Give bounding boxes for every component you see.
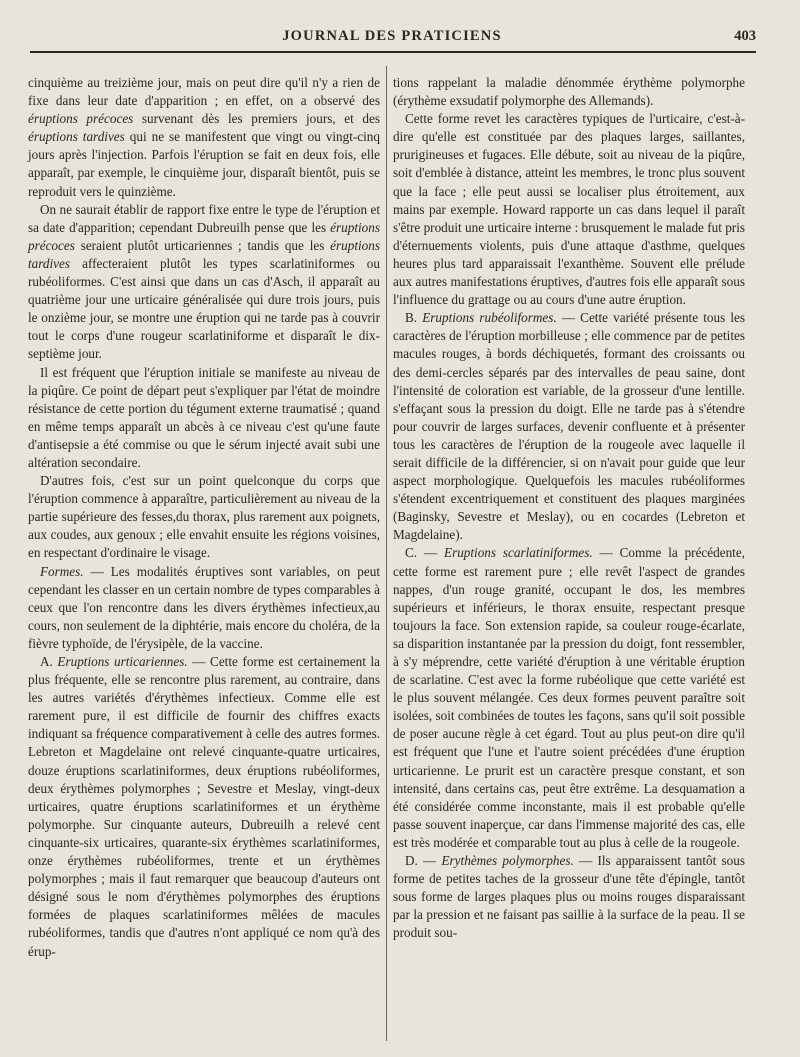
section-heading: Eruptions scarlatiniformes. xyxy=(444,545,593,561)
paragraph xyxy=(393,544,745,852)
header-rule xyxy=(30,51,756,53)
text-run: qui ne se manifestent que vingt ou vingt-cinq jours après l'injection. Parfois l'éruption se fait en deux fois, elle apparaît, par exemple, le cinquième jour, disparaît bientôt, puis se reproduit vers le quinzième. xyxy=(28,129,380,199)
page-header xyxy=(28,28,756,50)
paragraph xyxy=(28,74,380,201)
text-run: survenant dès les premiers jours, et des xyxy=(133,111,381,127)
paragraph xyxy=(393,852,745,942)
text-run: — Cette variété présente tous les caractères de l'éruption morbilleuse ; elle commence par de petites macules rouges, à bords déchiquetés, formant des croissants ou des demi-cercles séparés par des intervalles de peau saine, dont l'intensité de coloration est variable, de la grosseur d'une lentille. s'effaçant sous la pression du doigt. Elle ne tarde pas à s'étendre pour couvrir de larges surfaces, devenir confluente et à présenter tous les caractères de l'éruption de la rougeole avec laquelle il serait difficile de la différencier, si on n'avait pour guide que leur aspect morphologique. Quelquefois les macules rubéoliformes s'étendent excentriquement et constituent des plaques marginées (Baginsky, Sevestre et Meslay), ou en cocardes (Lebreton et Magdelaine). xyxy=(393,310,745,543)
paragraph xyxy=(28,563,380,653)
text-run: affecteraient plutôt les types scarlatiniformes ou rubéoliformes. C'est ainsi que dans un cas d'Asch, il apparaît au quatrième jour une urticaire généralisée qui dure trois jours, puis le onzième jour, se montre une éruption qui ne tarde pas à couvrir tout le corps d'une rougeur scarlatiniforme et disparaît le dix-septième jour. xyxy=(28,255,380,362)
right-column xyxy=(393,74,745,943)
section-heading: Formes. xyxy=(40,563,84,579)
journal-title: JOURNAL DES PRATICIENS xyxy=(282,28,502,44)
paragraph xyxy=(28,201,380,364)
paragraph xyxy=(393,309,745,544)
left-column xyxy=(28,74,380,961)
text-run: — Comme la précédente, cette forme est rarement pure ; elle revêt l'aspect de grandes nappes, d'un rouge granité, occupant le dos, les membres supérieurs et inférieurs, le thorax ensuite, respectant presque toujours la face. Son extension rapide, sa couleur rouge-écarlate, sa disparition instantanée par la pression du doigt, font ressembler, à s'y méprendre, cette variété d'éruption à une véritable éruption de scarlatine. C'est avec la forme rubéolique que cette variété est le plus souvent mélangée. Ces deux formes peuvent paraître soit isolées, soit combinées de toutes les façons, sans qu'il soit possible de poser aucune règle à cet égard. Tout au plus peut-on dire qu'il est fréquent que l'une et l'autre soient précédées d'une éruption urticarienne. Le prurit est un caractère presque constant, et son intensité, dans certains cas, peut être extrême. La desquamation a été considérée comme inconstante, mais il est probable qu'elle passe souvent inaperçue, car dans l'immense majorité des cas, elle est très modérée et comparable tout au plus à celle de la rougeole. xyxy=(393,545,745,850)
paragraph: Cette forme revet les caractères typiques de l'urticaire, c'est-à-dire qu'elle est constituée par des plaques larges, saillantes, prurigineuses et fugaces. Elle débute, soit au niveau de la piqûre, soit d'emblée à distance, atteint les membres, le tronc plus souvent que la face ; elle peut aussi se localiser plus étroitement, aux mains par exemple. Howard rapporte un cas dans lequel il paraît s'être produit une urticaire interne : brusquement le malade fut pris d'éternuements violents, puis d'une attaque d'asthme, quelques heures plus tard apparaissait l'exanthème. Souvent elle prélude aux autres manifestations éruptives, d'autres fois elle apparaît sous l'influence du grattage ou au cours d'une autre éruption. xyxy=(393,111,745,308)
section-heading: Erythèmes polymorphes. xyxy=(441,853,574,869)
italic-term: éruptions tardives xyxy=(28,237,380,271)
text-run: seraient plutôt urticariennes ; tandis que les xyxy=(74,237,331,253)
paragraph xyxy=(28,653,380,961)
text-run: — Les modalités éruptives sont variables, on peut cependant les classer en un certain nombre de types comparables à ceux que l'on rencontre dans les divers érythèmes infectieux,au cours, non seulement de la diphtérie, mais encore du choléra, de la fièvre typhoïde, de l'érysipèle, de la vaccine. xyxy=(28,563,380,651)
text-run: — Cette forme est certainement la plus fréquente, elle se rencontre plus rarement, au contraire, dans les autres variétés d'érythèmes infectieux. Comme elle est rarement pure, il est difficile de fournir des chiffres exacts indiquant sa fréquence comparativement à celle des autres formes. Lebreton et Magdelaine ont relevé cinquante-quatre urticaires, douze éruptions scarlatiniformes, deux éruptions rubéoliformes, deux érythèmes polymorphes ; Sevestre et Meslay, vingt-deux urticaires, quatre éruptions scarlatiniformes et un érythème polymorphe. Sur cinquante auteurs, Dubreuilh a relevé cent cinquante-six urticaires, quarante-six érythèmes scarlatiniformes, onze érythèmes rubéoliformes, trente et un érythèmes polymorphes ; mais il faut remarquer que beaucoup d'auteurs ont désigné sous le nom d'érythèmes polymorphes des éruptions formées de plaques scarlatiniformes mêlées de macules rubéoliformes, tandis que d'autres n'ont appliqué ce nom qu'à des érup- xyxy=(28,654,380,959)
paragraph: D'autres fois, c'est sur un point quelconque du corps que l'éruption commence à apparaître, particulièrement au niveau de la partie supérieure des fesses,du thorax, plus rarement aux poignets, aux coudes, aux genoux ; elle envahit ensuite les régions voisines, en respectant d'ordinaire le visage. xyxy=(28,473,380,561)
text-run: — Ils apparaissent tantôt sous forme de petites taches de la grosseur d'une tête d'épingle, tantôt sous forme de larges plaques plus ou moins rouges disparaissant par la pression et ne faisant pas saillie à la surface de la peau. Il se produit sou- xyxy=(393,853,746,941)
section-heading: Eruptions urticariennes. xyxy=(57,654,188,669)
section-heading: Eruptions rubéoliformes. xyxy=(422,310,557,326)
column-divider xyxy=(386,66,387,1041)
section-letter: A. xyxy=(40,654,58,669)
italic-term: éruptions précoces xyxy=(28,111,134,127)
text-run: On ne saurait établir de rapport fixe entre le type de l'éruption et sa date d'apparition; cependant Dubreuilh pense que les xyxy=(28,201,380,235)
section-letter: D. — xyxy=(405,853,442,869)
italic-term: éruptions tardives xyxy=(28,129,125,145)
section-letter: B. xyxy=(405,310,423,326)
paragraph: tions rappelant la maladie dénommée érythème polymorphe (érythème exsudatif polymorphe des Allemands). xyxy=(393,75,745,109)
text-run: cinquième au treizième jour, mais on peut dire qu'il n'y a rien de fixe dans leur date d'apparition ; en effet, on a observé des xyxy=(28,75,380,109)
page-number: 403 xyxy=(734,28,756,44)
italic-term: éruptions précoces xyxy=(28,219,380,253)
section-letter: C. — xyxy=(405,545,445,561)
paragraph: Il est fréquent que l'éruption initiale se manifeste au niveau de la piqûre. Ce point de départ peut s'expliquer par l'état de moindre résistance de cette portion du tégument externe traumatisé ; quand en même temps apparaît un abcès à ce niveau c'est qu'une faute d'antisepsie a été commise ou que le sérum injecté avait subi une altération secondaire. xyxy=(28,364,380,470)
